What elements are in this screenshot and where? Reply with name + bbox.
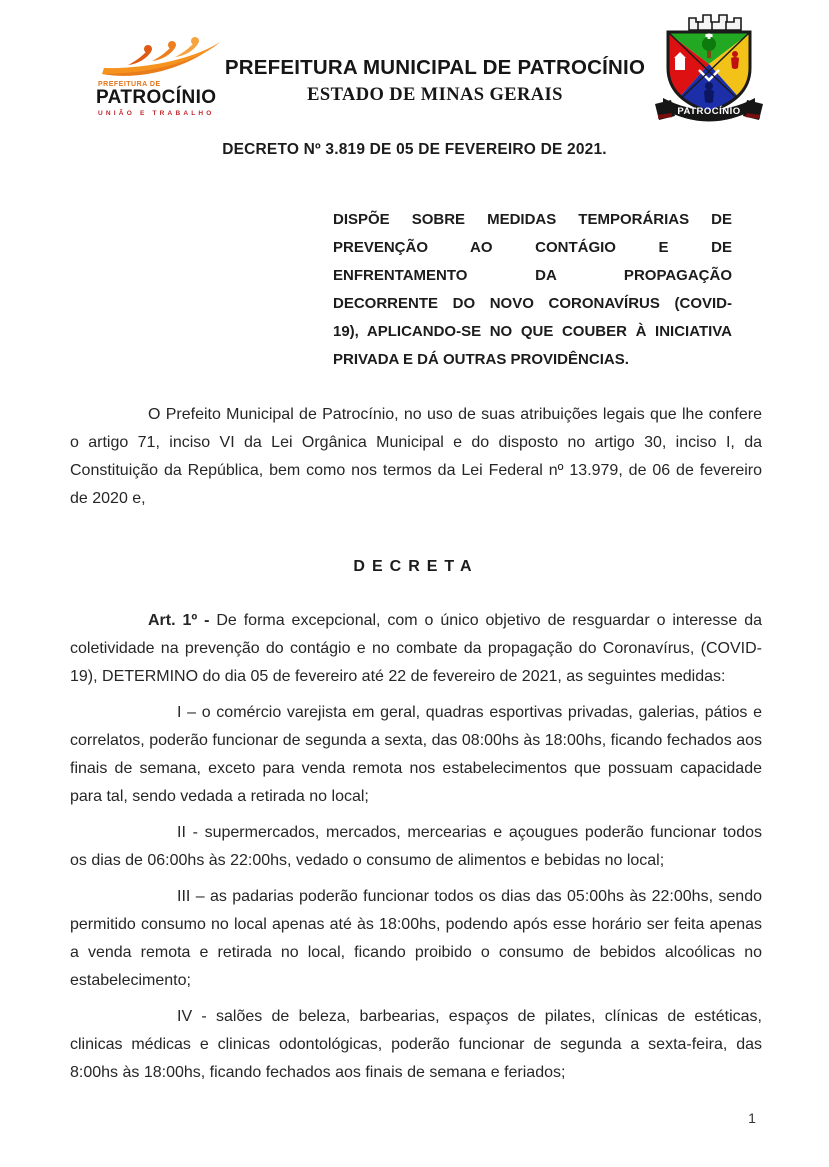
decree-title: DECRETO Nº 3.819 DE 05 DE FEVEREIRO DE 2021. xyxy=(222,141,607,158)
article-1-text: De forma excepcional, com o único objetivo de resguardar o interesse da coletividade na prevenção do contágio e no combate da propagação do Coronavírus, (COVID-19), DETERMINO do dia 05 de fevereiro até 22 de fevereiro de 2021, as seguintes medidas: xyxy=(70,612,763,685)
decree-summary xyxy=(333,206,732,374)
summary-line: PRIVADA E DÁ OUTRAS PROVIDÊNCIAS. xyxy=(333,351,629,368)
summary-line: ENFRENTAMENTO DA PROPAGAÇÃO xyxy=(333,267,732,284)
item-I-paragraph: I – o comércio varejista em geral, quadras esportivas privadas, galerias, pátios e correlatos, poderão funcionar de segunda a sexta, das 08:00hs às 18:00hs, ficando fechados aos finais de semana, exceto para venda remota nos estabelecimentos que possuam capacidade para tal, sendo vedada a retirada no local; xyxy=(70,704,762,805)
summary-line: PREVENÇÃO AO CONTÁGIO E DE xyxy=(333,239,732,256)
item-IV-paragraph: IV - salões de beleza, barbearias, espaços de pilates, clínicas de estéticas, clinicas médicas e clinicas odontológicas, poderão funcionar de segunda a sexta-feira, das 8:00hs às 18:00hs, ficando fechados aos finais de semana e feriados; xyxy=(70,1008,762,1081)
summary-line: DISPÕE SOBRE MEDIDAS TEMPORÁRIAS DE xyxy=(333,211,732,228)
runner-figure-1 xyxy=(128,45,152,65)
article-1-paragraph xyxy=(70,607,762,691)
coat-of-arms-icon xyxy=(651,8,767,136)
runner-figure-2 xyxy=(152,41,176,61)
org-state: ESTADO DE MINAS GERAIS xyxy=(307,85,563,105)
item-III-paragraph: III – as padarias poderão funcionar todos os dias das 05:00hs às 22:00hs, sendo permitido consumo no local apenas até às 18:00hs, podendo após esse horário ser feita apenas a venda remota e retirada no local, ficando proibido o consumo de bebidos alcoólicas no estabelecimento; xyxy=(70,888,762,989)
logo-motto-label: UNIÃO E TRABALHO xyxy=(98,110,215,117)
summary-line: DECORRENTE DO NOVO CORONAVÍRUS (COVID- xyxy=(333,295,732,312)
header-block xyxy=(195,56,675,106)
coat-banner-text: PATROCÍNIO xyxy=(677,106,741,117)
logo-prefeitura-de-label: PREFEITURA DE xyxy=(98,81,161,88)
logo-city-label: PATROCÍNIO xyxy=(96,87,217,108)
mural-crown xyxy=(689,15,741,30)
article-1-label: Art. 1º - xyxy=(148,612,210,629)
page-number: 1 xyxy=(748,1110,756,1126)
decreta-heading: DECRETA xyxy=(353,558,479,575)
decree-body xyxy=(70,401,762,1087)
org-name: PREFEITURA MUNICIPAL DE PATROCÍNIO xyxy=(224,56,646,79)
summary-line: 19), APLICANDO-SE NO QUE COUBER À INICIATIVA xyxy=(333,323,732,340)
item-II-paragraph: II - supermercados, mercados, mercearias e açougues poderão funcionar todos os dias de 06:00hs às 22:00hs, vedado o consumo de alimentos e bebidas no local; xyxy=(70,824,762,869)
preamble-paragraph: O Prefeito Municipal de Patrocínio, no uso de suas atribuições legais que lhe confere o artigo 71, inciso VI da Lei Orgânica Municipal e do disposto no artigo 30, inciso I, da Constituição da República, bem como nos termos da Lei Federal nº 13.979, de 06 de fevereiro de 2020 e, xyxy=(70,406,762,507)
